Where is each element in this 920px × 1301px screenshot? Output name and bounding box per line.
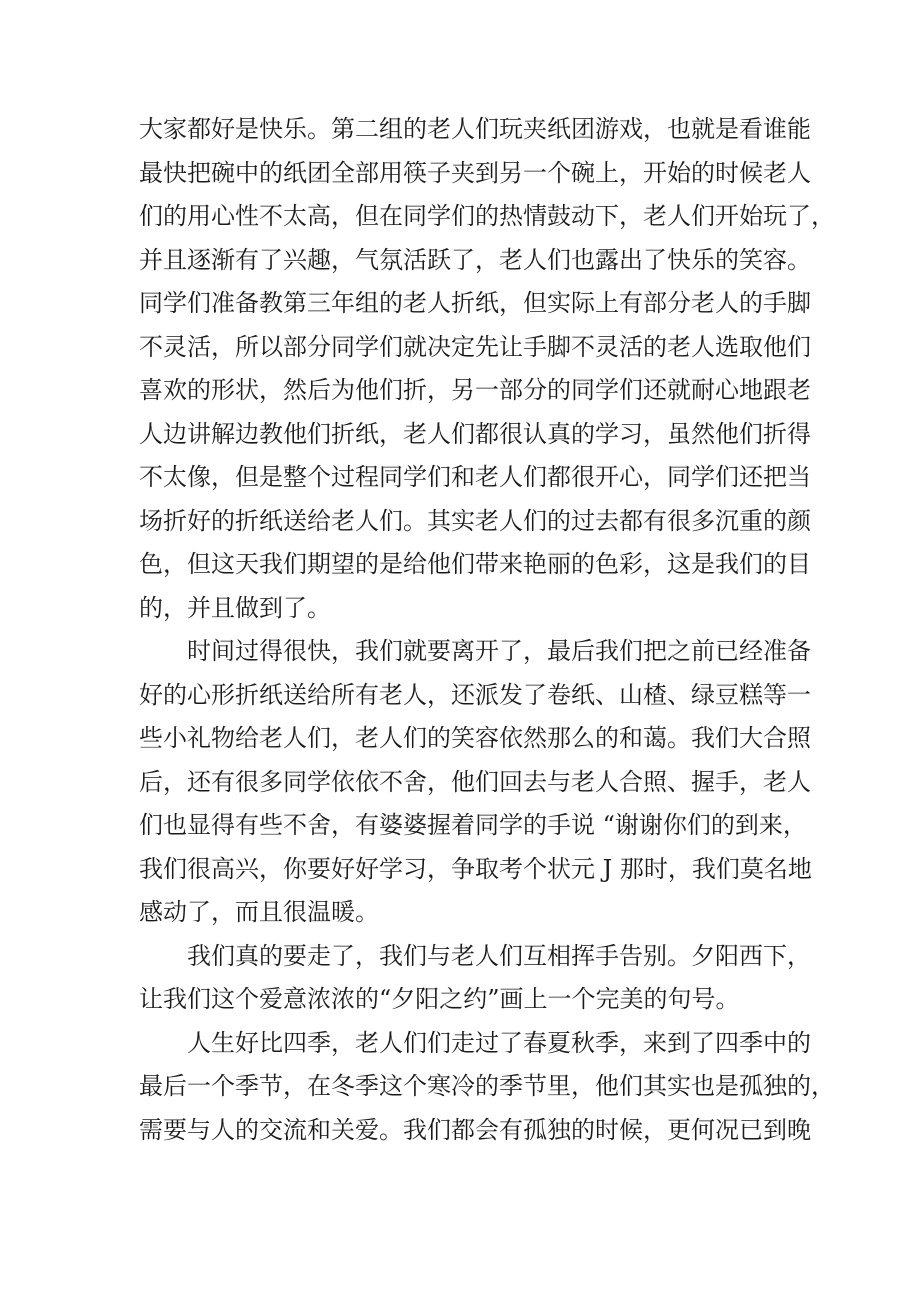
text-line: 人边讲解边教他们折纸，老人们都很认真的学习，虽然他们折得 xyxy=(139,419,811,448)
text-line: 让我们这个爱意浓浓的“夕阳之约”画上一个完美的句号。 xyxy=(139,985,740,1013)
text-line: 的，并且做到了。 xyxy=(139,593,331,622)
text-line: 同学们准备教第三年组的老人折纸，但实际上有部分老人的手脚 xyxy=(139,289,811,317)
text-line: 并且逐渐有了兴趣，气氛活跃了，老人们也露出了快乐的笑容。 xyxy=(139,245,811,274)
text-line: 色，但这天我们期望的是给他们带来艳丽的色彩，这是我们的目 xyxy=(139,550,811,578)
text-line: 大家都好是快乐。第二组的老人们玩夹纸团游戏，也就是看谁能 xyxy=(139,115,811,143)
text-line: 们也显得有些不舍，有婆婆握着同学的手说 “谢谢你们的到来， xyxy=(139,811,807,839)
text-line: 些小礼物给老人们，老人们的笑容依然那么的和蔼。我们大合照 xyxy=(139,724,811,752)
text-line: 后，还有很多同学依依不舍，他们回去与老人合照、握手，老人 xyxy=(139,767,811,796)
text-line: 时间过得很快，我们就要离开了，最后我们把之前已经准备 xyxy=(187,637,811,665)
text-line: 们的用心性不太高，但在同学们的热情鼓动下，老人们开始玩了， xyxy=(139,202,835,230)
text-line: 我们真的要走了，我们与老人们互相挥手告别。夕阳西下， xyxy=(187,941,811,970)
text-line: 我们很高兴，你要好好学习，争取考个状元 J 那时，我们莫名地 xyxy=(139,854,812,883)
text-line: 人生好比四季，老人们们走过了春夏秋季，来到了四季中的 xyxy=(187,1028,811,1057)
text-line: 最快把碗中的纸团全部用筷子夹到另一个碗上，开始的时候老人 xyxy=(139,158,811,187)
body-text xyxy=(139,108,835,1152)
text-line: 不灵活，所以部分同学们就决定先让手脚不灵活的老人选取他们 xyxy=(139,332,811,361)
text-line: 最后一个季节，在冬季这个寒冷的季节里，他们其实也是孤独的， xyxy=(139,1072,835,1100)
text-line: 喜欢的形状，然后为他们折，另一部分的同学们还就耐心地跟老 xyxy=(139,376,811,404)
text-line: 需要与人的交流和关爱。我们都会有孤独的时候，更何况已到晚 xyxy=(139,1115,811,1144)
text-line: 不太像，但是整个过程同学们和老人们都很开心，同学们还把当 xyxy=(139,463,811,491)
text-line: 场折好的折纸送给老人们。其实老人们的过去都有很多沉重的颜 xyxy=(139,506,811,535)
text-line: 好的心形折纸送给所有老人，还派发了卷纸、山楂、绿豆糕等一 xyxy=(139,680,811,709)
text-line: 感动了，而且很温暖。 xyxy=(139,898,379,926)
